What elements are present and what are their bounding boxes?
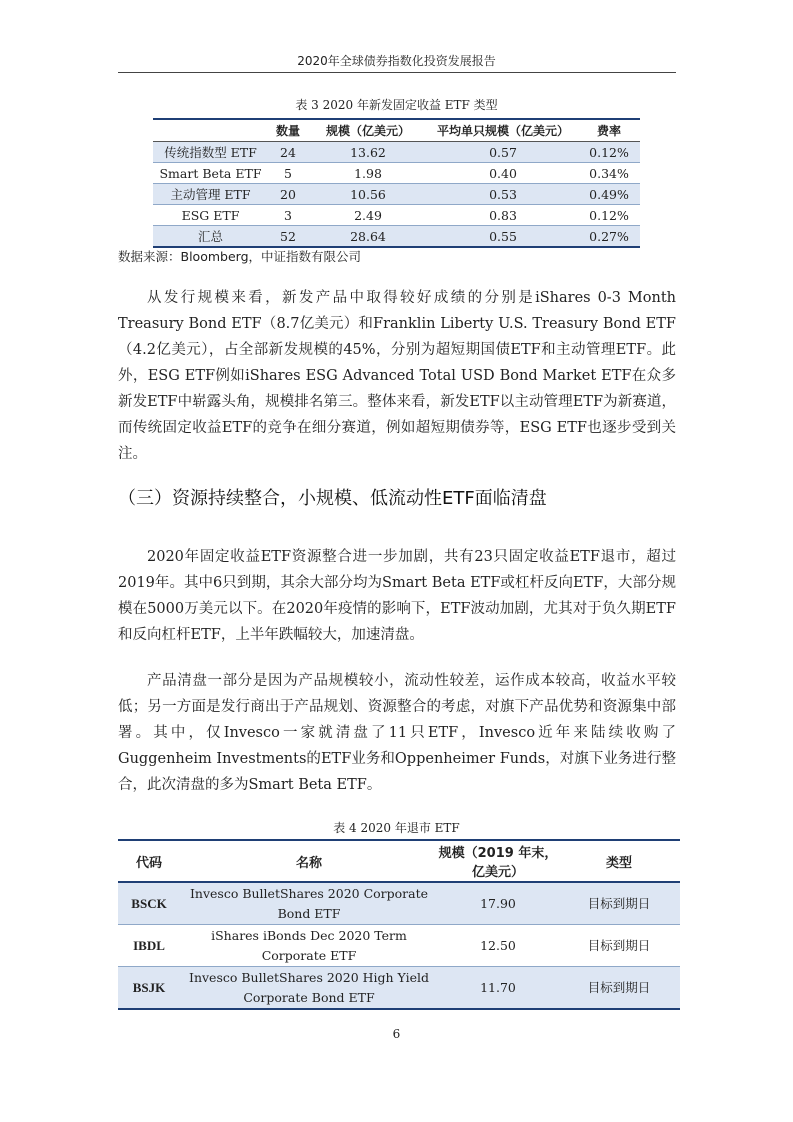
table-cell: 28.64 [350,228,386,244]
table-row [153,163,640,184]
column-header: 名称 [295,855,322,871]
table-cell: ESG ETF [181,207,240,223]
table-cell: 传统指数型 ETF [164,145,257,160]
etf-type-table [153,118,640,248]
etf-type: 目标到期日 [587,979,651,995]
table-cell: 13.62 [350,144,386,160]
paragraph-liquidation-reasons: 产品清盘一部分是因为产品规模较小，流动性较差，运作成本较高，收益水平较低；另一方面是发行商出于产品规划、资源整合的考虑，对旗下产品优势和资源集中部署。其中，仅Invesco一家就清盘了11只ETF，Invesco近年来陆续收购了Guggenheim Investments的ETF业务和Oppenheimer Funds，对旗下业务进行整合，此次清盘的多为Smart Beta ETF。 [118,673,676,793]
etf-code: BSCK [131,895,167,911]
table-cell: 2.49 [354,207,382,223]
table-cell: 5 [284,165,292,181]
etf-name: Invesco BulletShares 2020 Corporate Bond ETF [189,885,429,921]
etf-size: 12.50 [480,937,516,953]
data-source-note: 数据来源：Bloomberg，中证指数有限公司 [118,249,361,264]
table-cell: 24 [280,144,296,160]
table4-caption: 表 4 2020 年退市 ETF [333,821,460,835]
table-cell: 10.56 [350,186,386,202]
column-header: 数量 [275,124,300,138]
table-row [153,205,640,226]
table-row [153,142,640,163]
column-header: 类型 [605,855,632,871]
table-header-row [153,119,640,142]
etf-name: iShares iBonds Dec 2020 Term Corporate ETF [211,927,407,963]
running-header: 2020年全球债券指数化投资发展报告 [297,54,496,68]
etf-type: 目标到期日 [587,895,651,911]
table-cell: 汇总 [197,229,223,244]
table-cell: 0.57 [489,144,517,160]
header-divider [118,72,676,73]
table-cell: 0.12% [589,207,629,223]
etf-name: Invesco BulletShares 2020 High Yield Corporate Bond ETF [189,969,429,1005]
table-cell: 0.34% [589,165,629,181]
table-cell: 52 [280,228,296,244]
table-row [153,184,640,205]
table-row [118,882,680,925]
table-total-row [153,226,640,248]
table-cell: 1.98 [354,165,382,181]
column-header: 代码 [135,855,162,871]
paragraph-issuance-scale: 从发行规模来看，新发产品中取得较好成绩的分别是iShares 0-3 Month Treasury Bond ETF（8.7亿美元）和Franklin Liberty U.S. Treasury Bond ETF（4.2亿美元），占全部新发规模的45%，分别为超短期国债ETF和主动管理ETF。此外，ESG ETF例如iShares ESG Advanced Total USD Bond Market ETF在众多新发ETF中崭露头角，规模排名第三。整体来看，新发ETF以主动管理ETF为新赛道，而传统固定收益ETF的竞争在细分赛道，例如超短期债券等，ESG ETF也逐步受到关注。 [118,290,676,462]
column-header: 规模（亿美元） [325,124,410,138]
column-header: 平均单只规模（亿美元） [436,124,569,138]
table-cell: 0.40 [489,165,517,181]
paragraph-consolidation: 2020年固定收益ETF资源整合进一步加剧，共有23只固定收益ETF退市，超过2019年。其中6只到期，其余大部分均为Smart Beta ETF或杠杆反向ETF，大部分规模在5000万美元以下。在2020年疫情的影响下，ETF波动加剧，尤其对于负久期ETF和反向杠杆ETF，上半年跌幅较大，加速清盘。 [118,549,676,643]
column-header: 费率 [596,124,621,138]
delisted-etf-table [118,839,680,1010]
table-cell: 0.53 [489,186,517,202]
table-header-row [118,840,680,882]
table-cell: 0.27% [589,228,629,244]
table-row [118,925,680,967]
page-number: 6 [392,1027,401,1041]
section-title: （三）资源持续整合，小规模、低流动性ETF面临清盘 [118,488,547,509]
table-cell: 主动管理 ETF [170,187,251,202]
etf-size: 17.90 [480,895,516,911]
column-header [153,119,268,142]
table-cell: 20 [280,186,296,202]
etf-code: BSJK [132,979,166,995]
table-cell: 0.12% [589,144,629,160]
table3-caption: 表 3 2020 年新发固定收益 ETF 类型 [295,98,498,112]
etf-size: 11.70 [480,979,516,995]
column-header: 规模（2019 年末，亿美元） [438,846,558,880]
table-cell: 0.83 [489,207,517,223]
table-cell: 0.55 [489,228,517,244]
table-cell: 3 [284,207,292,223]
table-cell: 0.49% [589,186,629,202]
etf-code: IBDL [133,937,165,953]
table-row [118,967,680,1010]
etf-type: 目标到期日 [587,937,651,953]
table-cell: Smart Beta ETF [159,165,262,181]
